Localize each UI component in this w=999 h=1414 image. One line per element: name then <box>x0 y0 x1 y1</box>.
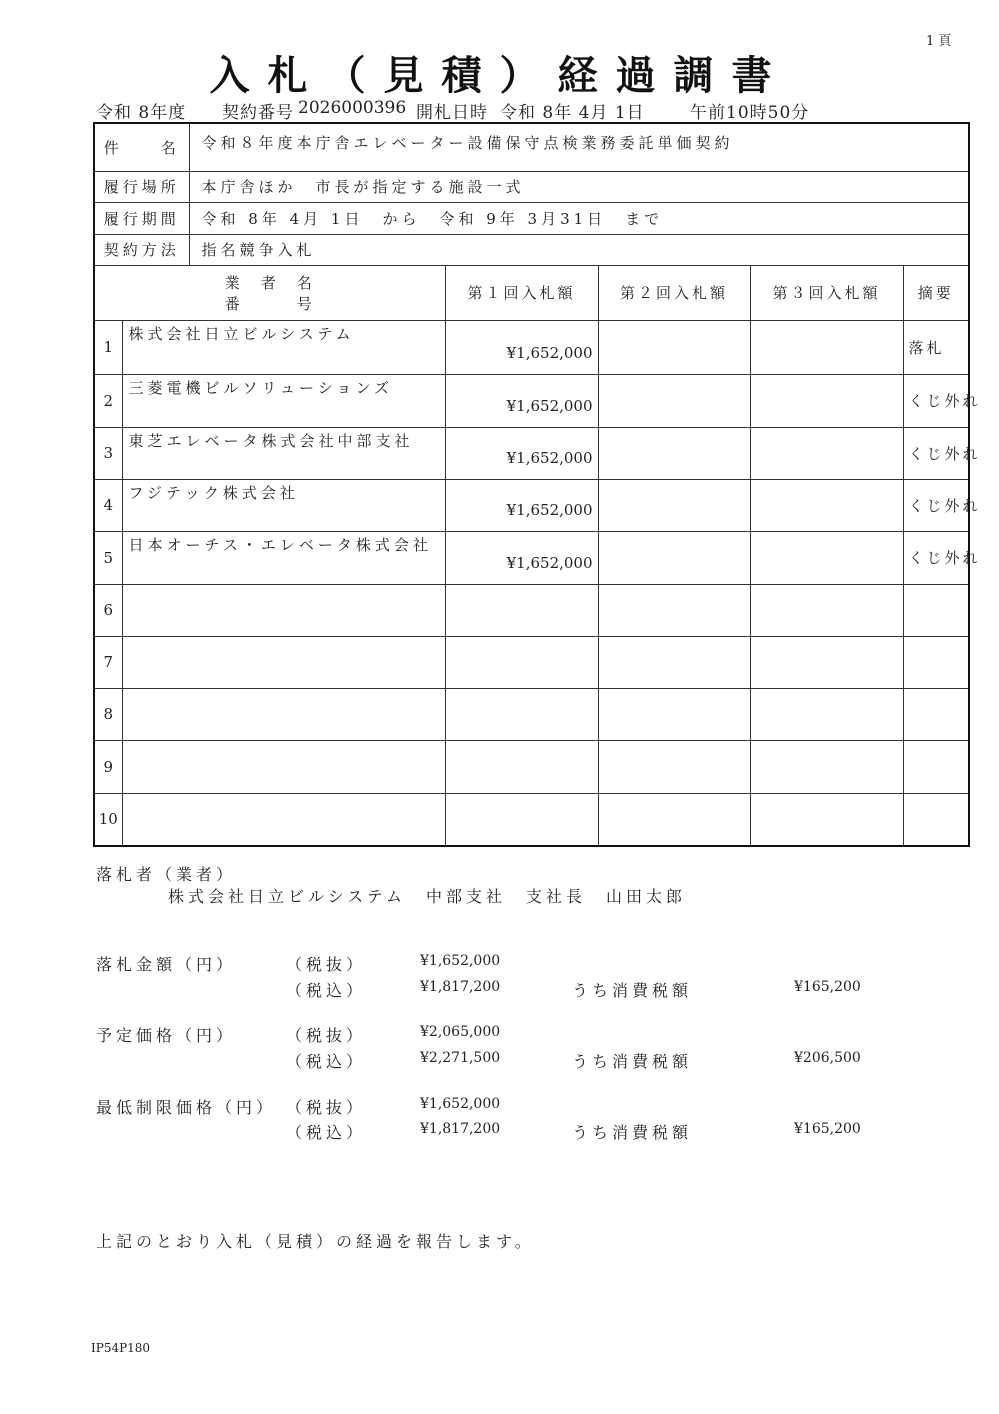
row-number: 8 <box>94 688 122 740</box>
summary-excl-amount: ¥2,065,000 <box>420 1024 501 1040</box>
row-number: 2 <box>94 374 122 427</box>
round1-amount: ¥1,652,000 <box>445 320 598 374</box>
round2-amount <box>598 531 750 584</box>
round3-amount <box>750 531 903 584</box>
period-value: 令和 8年 4月 1日 から 令和 9年 3月31日 まで <box>189 202 969 234</box>
summary-excl-amount: ¥1,652,000 <box>420 953 501 969</box>
row-note: くじ外れ <box>903 479 969 531</box>
subject-value: 令和８年度本庁舎エレベーター設備保守点検業務委託単価契約 <box>189 123 969 171</box>
fiscal-year: 令和 8年度 <box>96 103 187 123</box>
round1-amount <box>445 688 598 740</box>
row-number: 4 <box>94 479 122 531</box>
document-title: 入札（見積）経過調書 <box>209 52 790 99</box>
summary-tax-amount: ¥206,500 <box>794 1050 861 1066</box>
summary-excl-amount: ¥1,652,000 <box>420 1096 501 1112</box>
row-number: 3 <box>94 427 122 479</box>
bidder-name: 東芝エレベータ株式会社中部支社 <box>122 427 445 479</box>
round3-amount <box>750 584 903 636</box>
round1-amount <box>445 584 598 636</box>
summary-incl-amount: ¥1,817,200 <box>420 1121 501 1137</box>
header-round1: 第１回入札額 <box>445 265 598 320</box>
table-row <box>94 636 969 688</box>
row-note <box>903 740 969 793</box>
round3-amount <box>750 427 903 479</box>
round2-amount <box>598 427 750 479</box>
summary-label: 落札金額（円） <box>96 955 237 974</box>
bidder-name: フジテック株式会社 <box>122 479 445 531</box>
row-number: 5 <box>94 531 122 584</box>
round2-amount <box>598 636 750 688</box>
table-row <box>94 688 969 740</box>
label-location: 履行場所 <box>94 171 189 202</box>
table-row <box>94 374 969 427</box>
summary-incl-amount: ¥2,271,500 <box>420 1050 501 1066</box>
table-row <box>94 793 969 846</box>
summary-tax-amount: ¥165,200 <box>794 1121 861 1137</box>
bidder-name: 株式会社日立ビルシステム <box>122 320 445 374</box>
remark: 上記のとおり入札（見積）の経過を報告します。 <box>96 1232 535 1251</box>
summary-excl-label: （税抜） <box>286 955 367 974</box>
contract-no: 2026000396 <box>298 98 407 118</box>
winner-value: 株式会社日立ビルシステム 中部支社 支社長 山田太郎 <box>168 887 687 906</box>
summary-label: 最低制限価格（円） <box>96 1098 277 1117</box>
summary-incl-amount: ¥1,817,200 <box>420 979 501 995</box>
table-row <box>94 531 969 584</box>
row-number: 10 <box>94 793 122 846</box>
row-number: 9 <box>94 740 122 793</box>
summary-tax-label: うち消費税額 <box>572 981 693 1000</box>
round1-amount: ¥1,652,000 <box>445 531 598 584</box>
row-number: 7 <box>94 636 122 688</box>
row-note <box>903 793 969 846</box>
round1-amount <box>445 636 598 688</box>
table-row <box>94 320 969 374</box>
bidder-name <box>122 793 445 846</box>
header-bidder-bottom: 番 号 <box>224 294 315 313</box>
round3-amount <box>750 479 903 531</box>
table-row <box>94 479 969 531</box>
open-time: 午前10時50分 <box>690 103 810 123</box>
round1-amount <box>445 740 598 793</box>
round2-amount <box>598 374 750 427</box>
page-number: 1 頁 <box>926 34 952 49</box>
round3-amount <box>750 636 903 688</box>
label-period: 履行期間 <box>94 202 189 234</box>
table-row <box>94 427 969 479</box>
round3-amount <box>750 374 903 427</box>
row-note: 落札 <box>903 320 969 374</box>
header-bidder-top: 業 者 名 <box>224 273 315 292</box>
round2-amount <box>598 320 750 374</box>
bid-table <box>93 122 981 847</box>
round3-amount <box>750 320 903 374</box>
round2-amount <box>598 479 750 531</box>
table-row <box>94 584 969 636</box>
summary-excl-label: （税抜） <box>286 1026 367 1045</box>
row-note <box>903 688 969 740</box>
bidder-name: 日本オーチス・エレベータ株式会社 <box>122 531 445 584</box>
row-note: くじ外れ <box>903 374 969 427</box>
contract-no-label: 契約番号 <box>222 103 294 123</box>
header-note: 摘要 <box>903 265 969 320</box>
summary-tax-amount: ¥165,200 <box>794 979 861 995</box>
winner-label: 落札者（業者） <box>96 865 237 884</box>
bidder-name <box>122 688 445 740</box>
summary-tax-label: うち消費税額 <box>572 1052 693 1071</box>
summary-incl-label: （税込） <box>286 981 367 1000</box>
row-number: 1 <box>94 320 122 374</box>
open-date: 令和 8年 4月 1日 <box>500 103 645 123</box>
bidder-name <box>122 584 445 636</box>
bidder-name <box>122 636 445 688</box>
round3-amount <box>750 793 903 846</box>
bidder-name: 三菱電機ビルソリューションズ <box>122 374 445 427</box>
row-note <box>903 584 969 636</box>
round3-amount <box>750 740 903 793</box>
row-note: くじ外れ <box>903 427 969 479</box>
method-value: 指名競争入札 <box>189 234 969 265</box>
round1-amount: ¥1,652,000 <box>445 374 598 427</box>
row-note <box>903 636 969 688</box>
round2-amount <box>598 740 750 793</box>
round1-amount: ¥1,652,000 <box>445 427 598 479</box>
summary-incl-label: （税込） <box>286 1052 367 1071</box>
round3-amount <box>750 688 903 740</box>
header-bidder <box>94 265 445 320</box>
round2-amount <box>598 688 750 740</box>
summary-excl-label: （税抜） <box>286 1098 367 1117</box>
header-round2: 第２回入札額 <box>598 265 750 320</box>
round1-amount: ¥1,652,000 <box>445 479 598 531</box>
round1-amount <box>445 793 598 846</box>
round2-amount <box>598 793 750 846</box>
date-label: 開札日時 <box>416 103 488 123</box>
round2-amount <box>598 584 750 636</box>
row-note: くじ外れ <box>903 531 969 584</box>
table-row <box>94 740 969 793</box>
location-value: 本庁舎ほか 市長が指定する施設一式 <box>189 171 969 202</box>
header-round3: 第３回入札額 <box>750 265 903 320</box>
label-method: 契約方法 <box>94 234 189 265</box>
summary-incl-label: （税込） <box>286 1123 367 1142</box>
bidder-name <box>122 740 445 793</box>
summary-label: 予定価格（円） <box>96 1026 237 1045</box>
summary-tax-label: うち消費税額 <box>572 1123 693 1142</box>
label-subject: 件 名 <box>94 123 189 171</box>
row-number: 6 <box>94 584 122 636</box>
footer-code: IP54P180 <box>91 1341 151 1355</box>
